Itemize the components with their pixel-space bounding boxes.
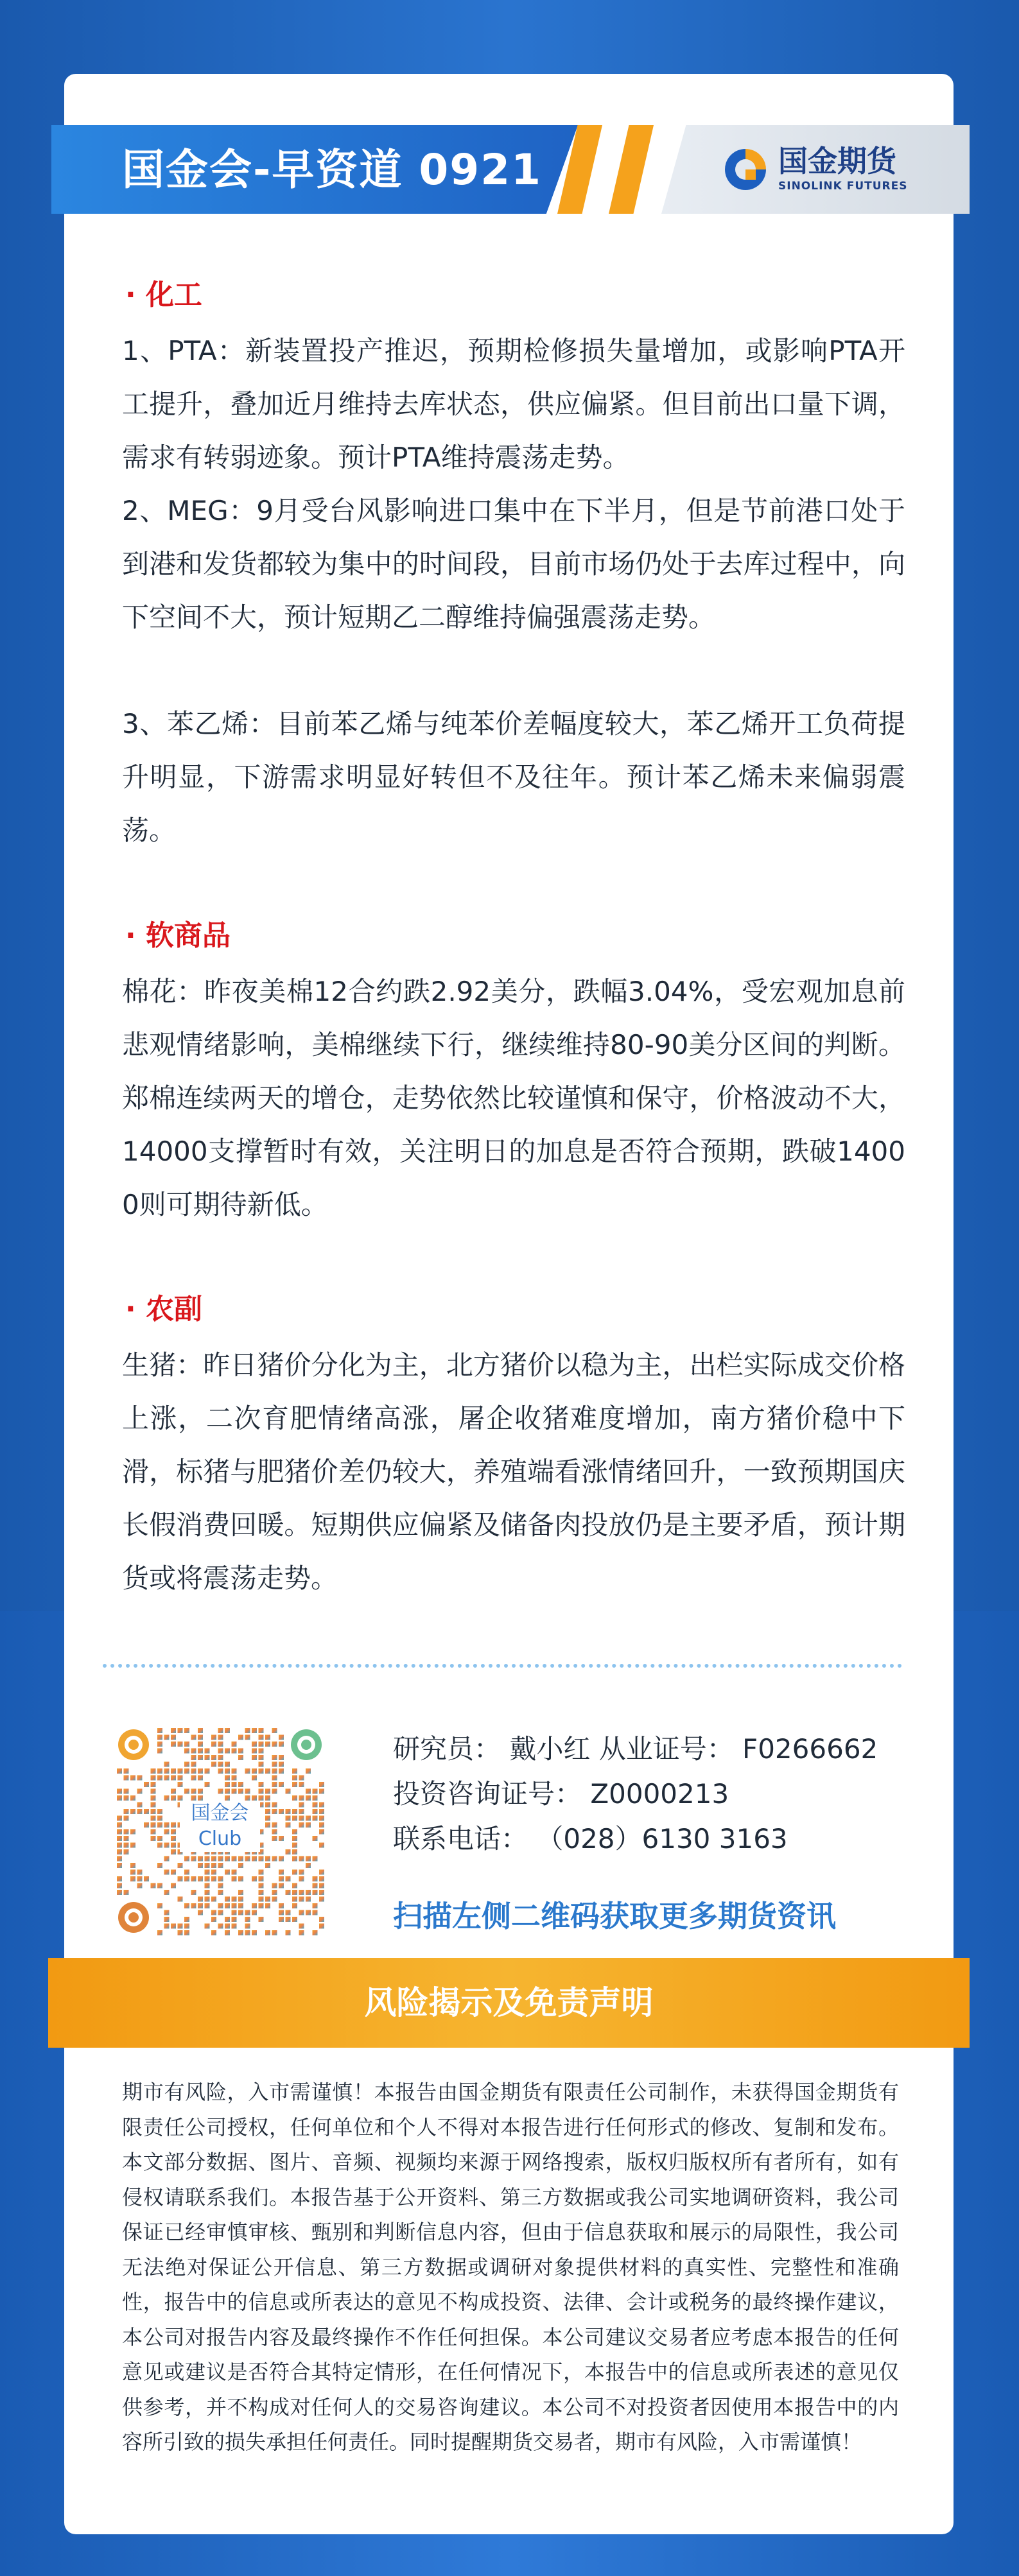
section-heading-agriculture: · 农副 xyxy=(125,1293,203,1326)
risk-title: 风险揭示及免责声明 xyxy=(364,1984,654,2021)
paragraph-styrene: 3、苯乙烯：目前苯乙烯与纯苯价差幅度较大，苯乙烯开工负荷提升明显，下游需求明显好转但不及往年。预计苯乙烯未来偏弱震荡。 xyxy=(122,708,905,846)
paragraph-hogs: 生猪：昨日猪价分化为主，北方猪价以稳为主，出栏实际成交价格上涨，二次育肥情绪高涨，屠企收猪难度增加，南方猪价稳中下滑，标猪与肥猪价差仍较大，养殖端看涨情绪回升，一致预期国庆长假消费回暖。短期供应偏紧及储备肉投放仍是主要矛盾，预计期货或将震荡走势。 xyxy=(122,1349,905,1594)
page-title: 国金会-早资道 0921 xyxy=(122,145,543,194)
sinolink-logo-icon xyxy=(722,146,769,193)
scan-qr-prompt: 扫描左侧二维码获取更多期货资讯 xyxy=(393,1899,836,1933)
section-heading-soft-commodities: · 软商品 xyxy=(125,919,231,952)
dotted-divider xyxy=(103,1664,902,1668)
disclaimer-text: 期市有风险，入市需谨慎！本报告由国金期货有限责任公司制作，未获得国金期货有限责任公司授权，任何单位和个人不得对本报告进行任何形式的修改、复制和发布。本文部分数据、图片、音频、视频均来源于网络搜索，版权归版权所有者所有，如有侵权请联系我们。本报告基于公开资料、第三方数据或我公司实地调研资料，我公司保证已经审慎审核、甄别和判断信息内容，但由于信息获取和展示的局限性，我公司无法绝对保证公开信息、第三方数据或调研对象提供材料的真实性、完整性和准确性，报告中的信息或所表达的意见不构成投资、法律、会计或税务的最终操作建议，本公司对报告内容及最终操作不作任何担保。本公司建议交易者应考虑本报告的任何意见或建议是否符合其特定情形，在任何情况下，本报告中的信息或所表述的意见仅供参考，并不构成对任何人的交易咨询建议。本公司不对投资者因使用本报告中的内容所引致的损失承担任何责任。同时提醒期货交易者，期市有风险，入市需谨慎！ xyxy=(122,2080,899,2454)
risk-banner xyxy=(48,1958,970,2048)
logo-text-cn: 国金期货 xyxy=(778,144,896,178)
license-number: 投资咨询证号： Z0000213 xyxy=(393,1778,729,1810)
researcher-info: 研究员： 戴小红 从业证号： F0266662 xyxy=(393,1733,878,1765)
paragraph-meg: 2、MEG：9月受台风影响进口集中在下半月，但是节前港口处于到港和发货都较为集中的时间段，目前市场仍处于去库过程中，向下空间不大，预计短期乙二醇维持偏强震荡走势。 xyxy=(122,495,905,633)
qr-center-label: 国金会 Club xyxy=(180,1801,260,1852)
contact-phone: 联系电话： （028）6130 3163 xyxy=(393,1823,788,1854)
logo-text-en: SINOLINK FUTURES xyxy=(778,180,908,193)
paragraph-pta: 1、PTA：新装置投产推迟，预期检修损失量增加，或影响PTA开工提升，叠加近月维持去库状态，供应偏紧。但目前出口量下调，需求有转弱迹象。预计PTA维持震荡走势。 xyxy=(122,335,905,473)
section-heading-chemicals: · 化工 xyxy=(125,279,203,311)
paragraph-cotton: 棉花：昨夜美棉12合约跌2.92美分，跌幅3.04%，受宏观加息前悲观情绪影响，美棉继续下行，继续维持80-90美分区间的判断。郑棉连续两天的增仓，走势依然比较谨慎和保守，价格波动不大，14000支撑暂时有效，关注明日的加息是否符合预期，跌破14000则可期待新低。 xyxy=(122,976,905,1220)
